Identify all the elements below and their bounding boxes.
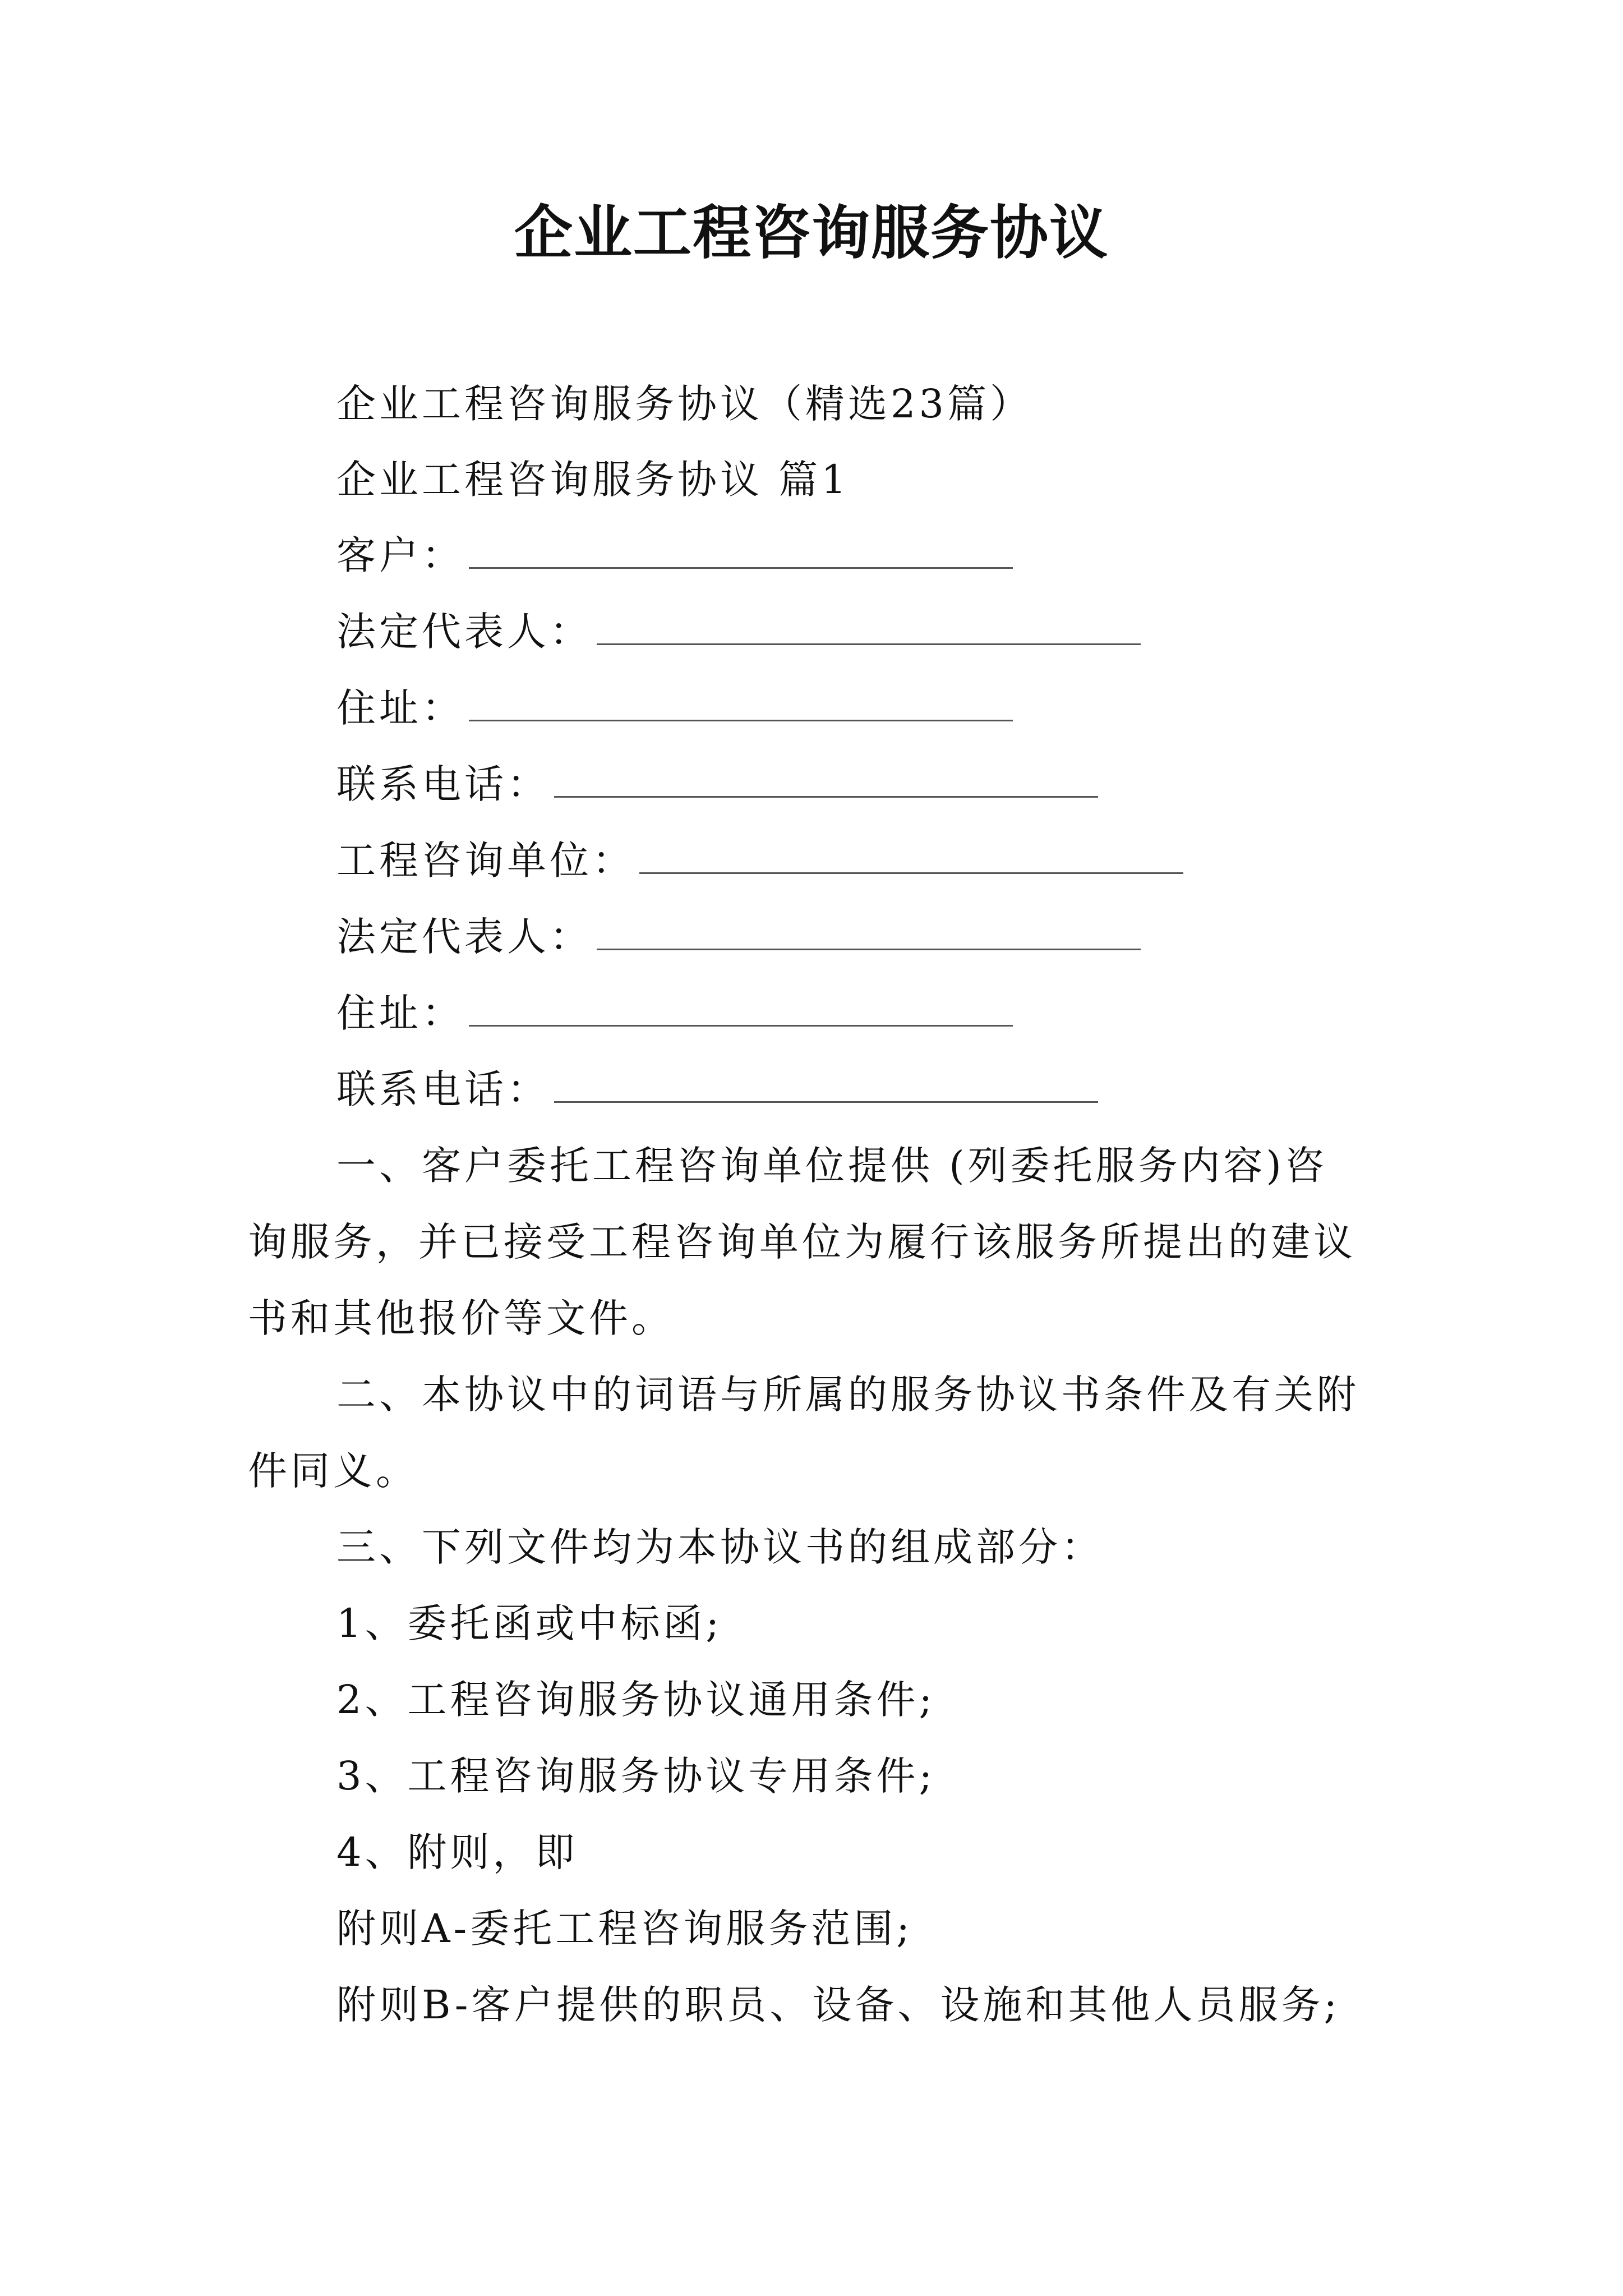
field-label: 住址：: [336, 685, 464, 731]
field-label: 法定代表人：: [336, 914, 592, 960]
fill-in-blank[interactable]: [469, 688, 1013, 721]
field-address-2: [336, 985, 1013, 1041]
fill-in-blank[interactable]: [554, 765, 1098, 798]
paragraph-1-line-1: 一、客户委托工程咨询单位提供 (列委托服务内容)咨: [336, 1143, 1327, 1189]
list-item: 3、工程咨询服务协议专用条件;: [336, 1753, 936, 1799]
field-consulting-unit: [336, 832, 1183, 889]
fill-in-blank[interactable]: [639, 841, 1183, 874]
field-legal-representative-2: [336, 909, 1141, 965]
appendix-item: 附则B-客户提供的职员、设备、设施和其他人员服务;: [336, 1982, 1340, 2028]
paragraph-2-line-2: 件同义。: [248, 1448, 418, 1494]
field-address: [336, 680, 1013, 736]
list-item: 4、附则，即: [336, 1829, 578, 1875]
field-phone-2: [336, 1061, 1098, 1117]
appendix-item: 附则A-委托工程咨询服务范围;: [336, 1906, 913, 1952]
fill-in-blank[interactable]: [597, 917, 1141, 950]
list-item: 2、工程咨询服务协议通用条件;: [336, 1677, 936, 1723]
fill-in-blank[interactable]: [469, 993, 1013, 1027]
section-heading: 企业工程咨询服务协议 篇1: [336, 457, 850, 503]
paragraph-2-line-1: 二、本协议中的词语与所属的服务协议书条件及有关附: [336, 1372, 1359, 1418]
list-item: 1、委托函或中标函;: [336, 1600, 723, 1646]
paragraph-1-line-3: 书和其他报价等文件。: [248, 1295, 674, 1341]
fill-in-blank[interactable]: [597, 612, 1141, 645]
fill-in-blank[interactable]: [469, 536, 1013, 569]
field-label: 客户：: [336, 532, 464, 578]
field-label: 法定代表人：: [336, 609, 592, 655]
paragraph-3: 三、下列文件均为本协议书的组成部分：: [336, 1524, 1104, 1570]
paragraph-1-line-2: 询服务，并已接受工程咨询单位为履行该服务所提出的建议: [248, 1219, 1356, 1265]
document-subtitle: 企业工程咨询服务协议（精选23篇）: [336, 381, 1033, 427]
field-label: 联系电话：: [336, 761, 550, 807]
field-label: 住址：: [336, 990, 464, 1036]
document-title: 企业工程咨询服务协议: [514, 198, 1109, 267]
field-client: [336, 527, 1013, 583]
field-legal-representative: [336, 604, 1141, 660]
field-label: 工程咨询单位：: [336, 838, 635, 884]
field-phone: [336, 756, 1098, 812]
fill-in-blank[interactable]: [554, 1070, 1098, 1103]
field-label: 联系电话：: [336, 1066, 550, 1112]
